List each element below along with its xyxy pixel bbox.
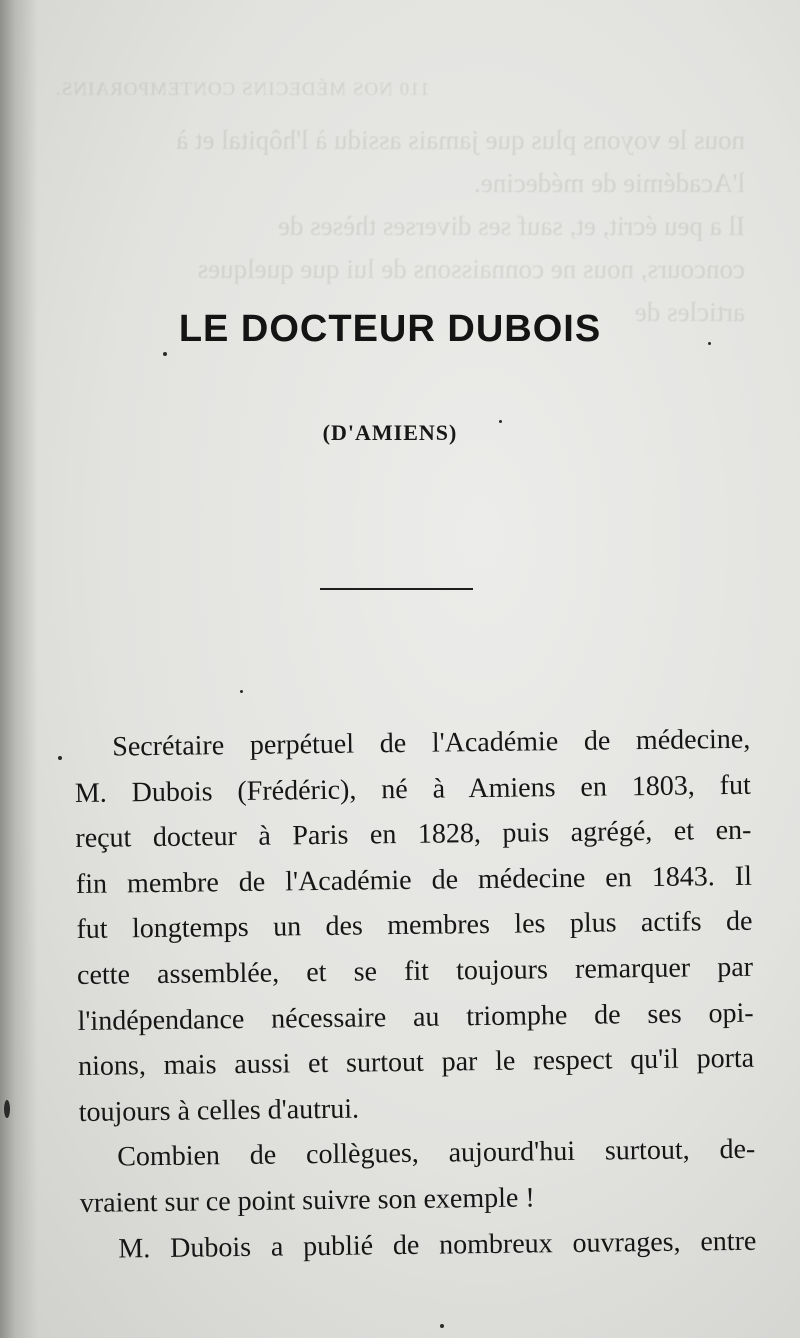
- print-speck: [240, 690, 243, 693]
- paragraph-2: [79, 1127, 756, 1226]
- text-line: vraient sur ce point suivre son exemple !: [79, 1182, 535, 1219]
- text-line: M. Dubois a publié de nombreux ouvrages, entre: [118, 1225, 757, 1265]
- text-line: l'indépendance nécessaire au triomphe de ses opi-: [77, 997, 754, 1037]
- bleed-through-header: 110 NOS MÉDECINS CONTEMPORAINS.: [55, 79, 430, 100]
- text-line: Secrétaire perpétuel de l'Académie de médecine,: [112, 723, 751, 763]
- binding-shadow: [0, 0, 38, 1338]
- text-line: Combien de collègues, aujourd'hui surtout, de-: [117, 1134, 756, 1173]
- text-line: fut longtemps un des membres les plus actifs de: [76, 906, 753, 946]
- chapter-title: LE DOCTEUR DUBOIS: [178, 308, 602, 350]
- print-speck: [58, 756, 62, 760]
- print-speck: [4, 1100, 10, 1118]
- bleed-through-line: articles de: [634, 297, 745, 327]
- chapter-subtitle: (D'AMIENS): [322, 420, 458, 445]
- bleed-through-text: [55, 68, 745, 334]
- print-speck: [499, 420, 502, 423]
- text-line: M. Dubois (Frédéric), né à Amiens en 1803, fut: [74, 769, 751, 809]
- body-text: [74, 717, 757, 1272]
- print-speck: [163, 352, 167, 356]
- bleed-through-line: concours, nous ne connaissons de lui que quelques: [197, 254, 745, 284]
- paragraph-1: [74, 717, 755, 1136]
- bleed-through-line: nous le voyons plus que jamais assidu à l'hôpital et à: [176, 125, 745, 155]
- text-line: nions, mais aussi et surtout par le respect qu'il porta: [77, 1042, 755, 1083]
- text-line: fin membre de l'Académie de médecine en 1843. Il: [75, 860, 753, 900]
- text-line: reçut docteur à Paris en 1828, puis agrégé, et en-: [75, 814, 752, 855]
- bleed-through-line: l'Académie de médecine.: [474, 168, 745, 198]
- paragraph-3: [80, 1218, 757, 1272]
- section-divider: [320, 588, 473, 590]
- text-line: cette assemblée, et se fit toujours remarquer par: [76, 951, 754, 991]
- bleed-through-line: Il a peu écrit, et, sauf ses diverses thèses de: [277, 211, 745, 241]
- print-speck: [440, 1324, 444, 1328]
- text-line: toujours à celles d'autrui.: [78, 1093, 360, 1128]
- print-speck: [708, 342, 711, 345]
